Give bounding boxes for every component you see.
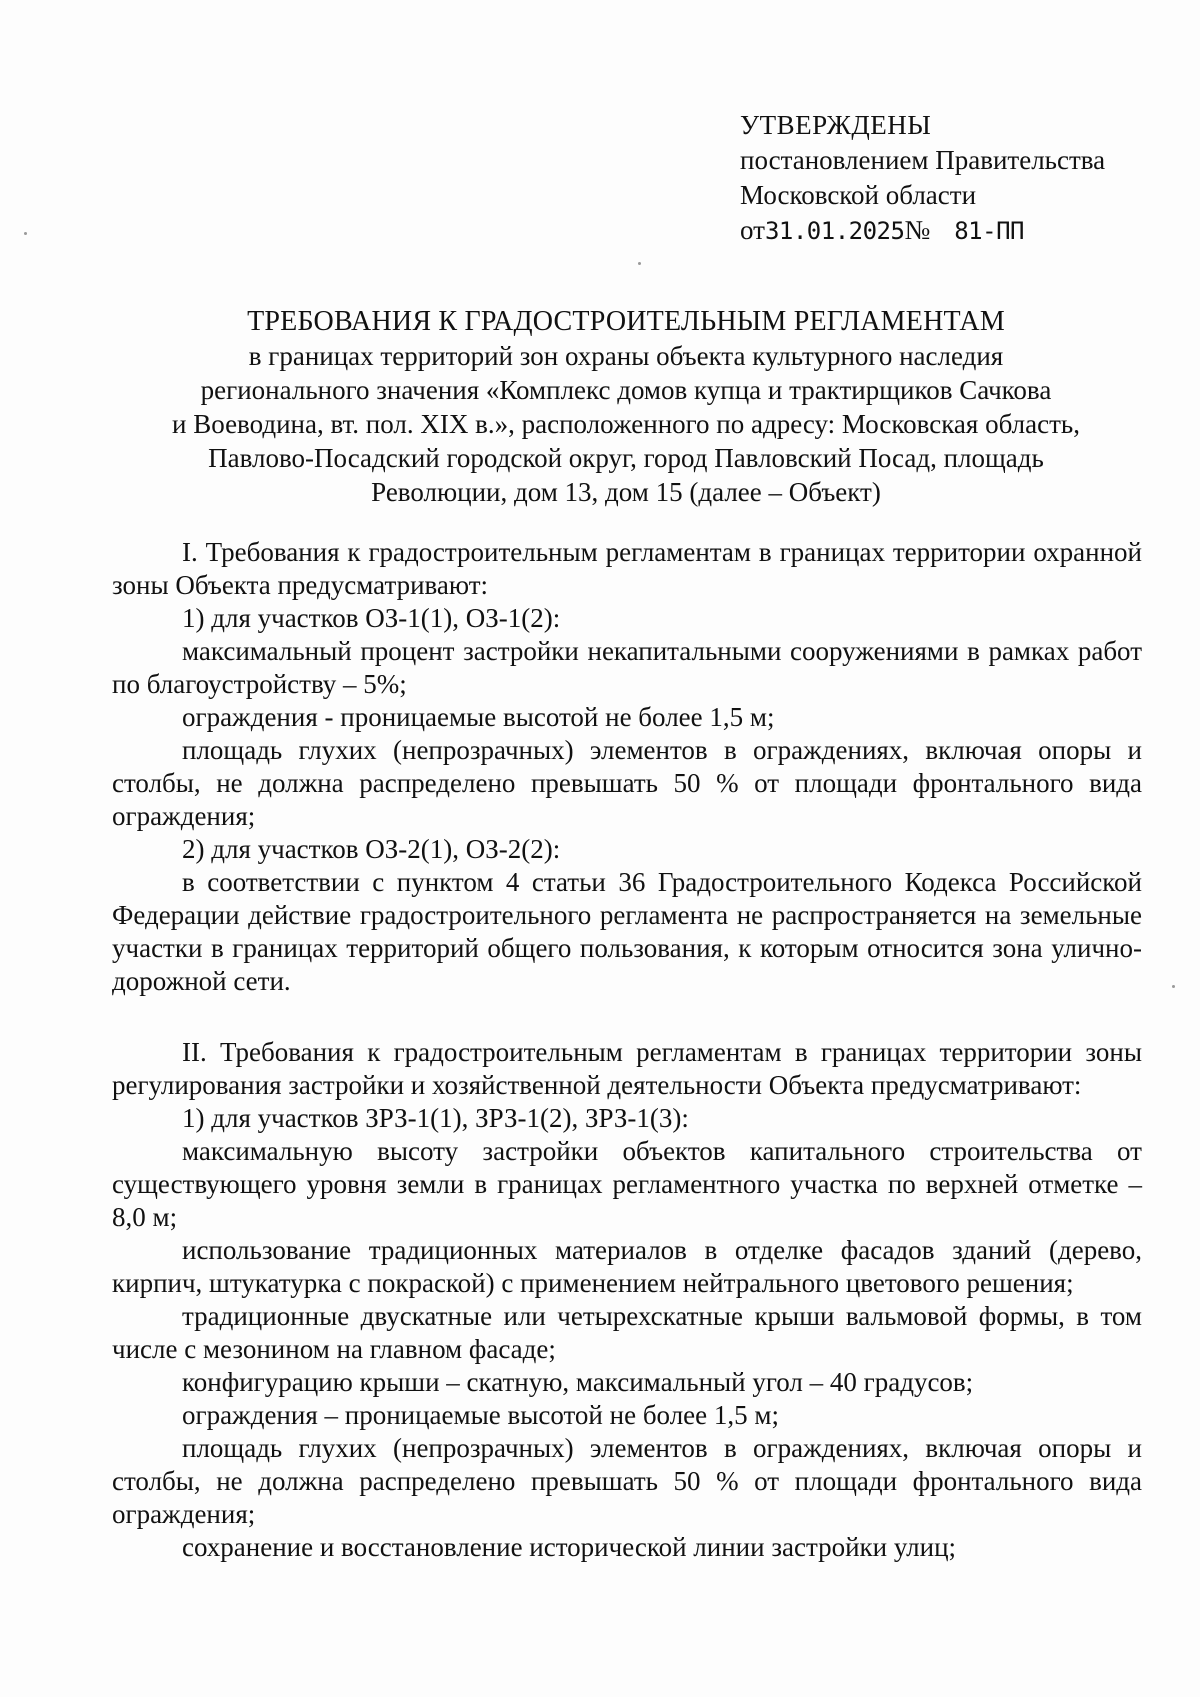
subsection-heading: 1) для участков ЗРЗ-1(1), ЗРЗ-1(2), ЗРЗ-1(3): xyxy=(182,1103,689,1133)
scan-speck xyxy=(1172,985,1175,988)
number-sign: № xyxy=(904,215,931,245)
section-heading: II. Требования к градостроительным регламентам в границах территории зоны регулирования застройки и хозяйственной деятельности Объекта предусматривают: xyxy=(112,1037,1142,1100)
requirement-paragraph: конфигурацию крыши – скатную, максимальный угол – 40 градусов; xyxy=(182,1367,974,1397)
approval-stamp xyxy=(740,108,1105,249)
scan-speck xyxy=(638,262,641,265)
approval-line-2: Московской области xyxy=(740,180,977,210)
requirement-paragraph: в соответствии с пунктом 4 статьи 36 Градостроительного Кодекса Российской Федерации действие градостроительного регламента не распространяется на земельные участки в границах территорий общего пользования, к которым относится зона улично-дорожной сети. xyxy=(112,867,1142,996)
title-line: регионального значения «Комплекс домов купца и трактирщиков Сачкова xyxy=(200,375,1052,405)
requirement-paragraph: ограждения - проницаемые высотой не более 1,5 м; xyxy=(182,702,775,732)
approval-date-line xyxy=(740,213,1105,249)
document-title xyxy=(110,305,1142,509)
title-line: Революции, дом 13, дом 15 (далее – Объект) xyxy=(371,477,881,507)
subsection-heading: 2) для участков ОЗ-2(1), ОЗ-2(2): xyxy=(182,834,561,864)
approval-date: 31.01.2025 xyxy=(764,217,905,245)
title-main: ТРЕБОВАНИЯ К ГРАДОСТРОИТЕЛЬНЫМ РЕГЛАМЕНТАМ xyxy=(247,306,1005,337)
title-line: и Воеводина, вт. пол. XIX в.», расположенного по адресу: Московская область, xyxy=(172,409,1080,439)
scan-speck xyxy=(24,232,27,235)
section-1 xyxy=(112,536,1142,998)
requirement-paragraph: площадь глухих (непрозрачных) элементов в ограждениях, включая опоры и столбы, не должна распределено превышать 50 % от площади фронтального вида ограждения; xyxy=(112,1433,1142,1529)
requirement-paragraph: традиционные двускатные или четырехскатные крыши вальмовой формы, в том числе с мезонином на главном фасаде; xyxy=(112,1301,1142,1364)
subsection-heading: 1) для участков ОЗ-1(1), ОЗ-1(2): xyxy=(182,603,561,633)
approval-line-1: постановлением Правительства xyxy=(740,145,1106,175)
section-2 xyxy=(112,1036,1142,1564)
requirement-paragraph: использование традиционных материалов в отделке фасадов зданий (дерево, кирпич, штукатурка с покраской) с применением нейтрального цветового решения; xyxy=(112,1235,1142,1298)
date-prefix: от xyxy=(740,215,765,245)
requirement-paragraph: ограждения – проницаемые высотой не более 1,5 м; xyxy=(182,1400,779,1430)
title-line: в границах территорий зон охраны объекта культурного наследия xyxy=(248,341,1004,371)
requirement-paragraph: максимальный процент застройки некапитальными сооружениями в рамках работ по благоустройству – 5%; xyxy=(112,636,1142,699)
section-heading: I. Требования к градостроительным регламентам в границах территории охранной зоны Объекта предусматривают: xyxy=(112,537,1142,600)
approval-number: 81-ПП xyxy=(954,217,1024,245)
requirement-paragraph: максимальную высоту застройки объектов капитального строительства от существующего уровня земли в границах регламентного участка по верхней отметке – 8,0 м; xyxy=(112,1136,1142,1232)
approval-heading: УТВЕРЖДЕНЫ xyxy=(740,110,932,140)
document-body xyxy=(112,536,1142,1564)
requirement-paragraph: площадь глухих (непрозрачных) элементов в ограждениях, включая опоры и столбы, не должна распределено превышать 50 % от площади фронтального вида ограждения; xyxy=(112,735,1142,831)
requirement-paragraph: сохранение и восстановление исторической линии застройки улиц; xyxy=(182,1532,957,1562)
title-line: Павлово-Посадский городской округ, город Павловский Посад, площадь xyxy=(208,443,1044,473)
